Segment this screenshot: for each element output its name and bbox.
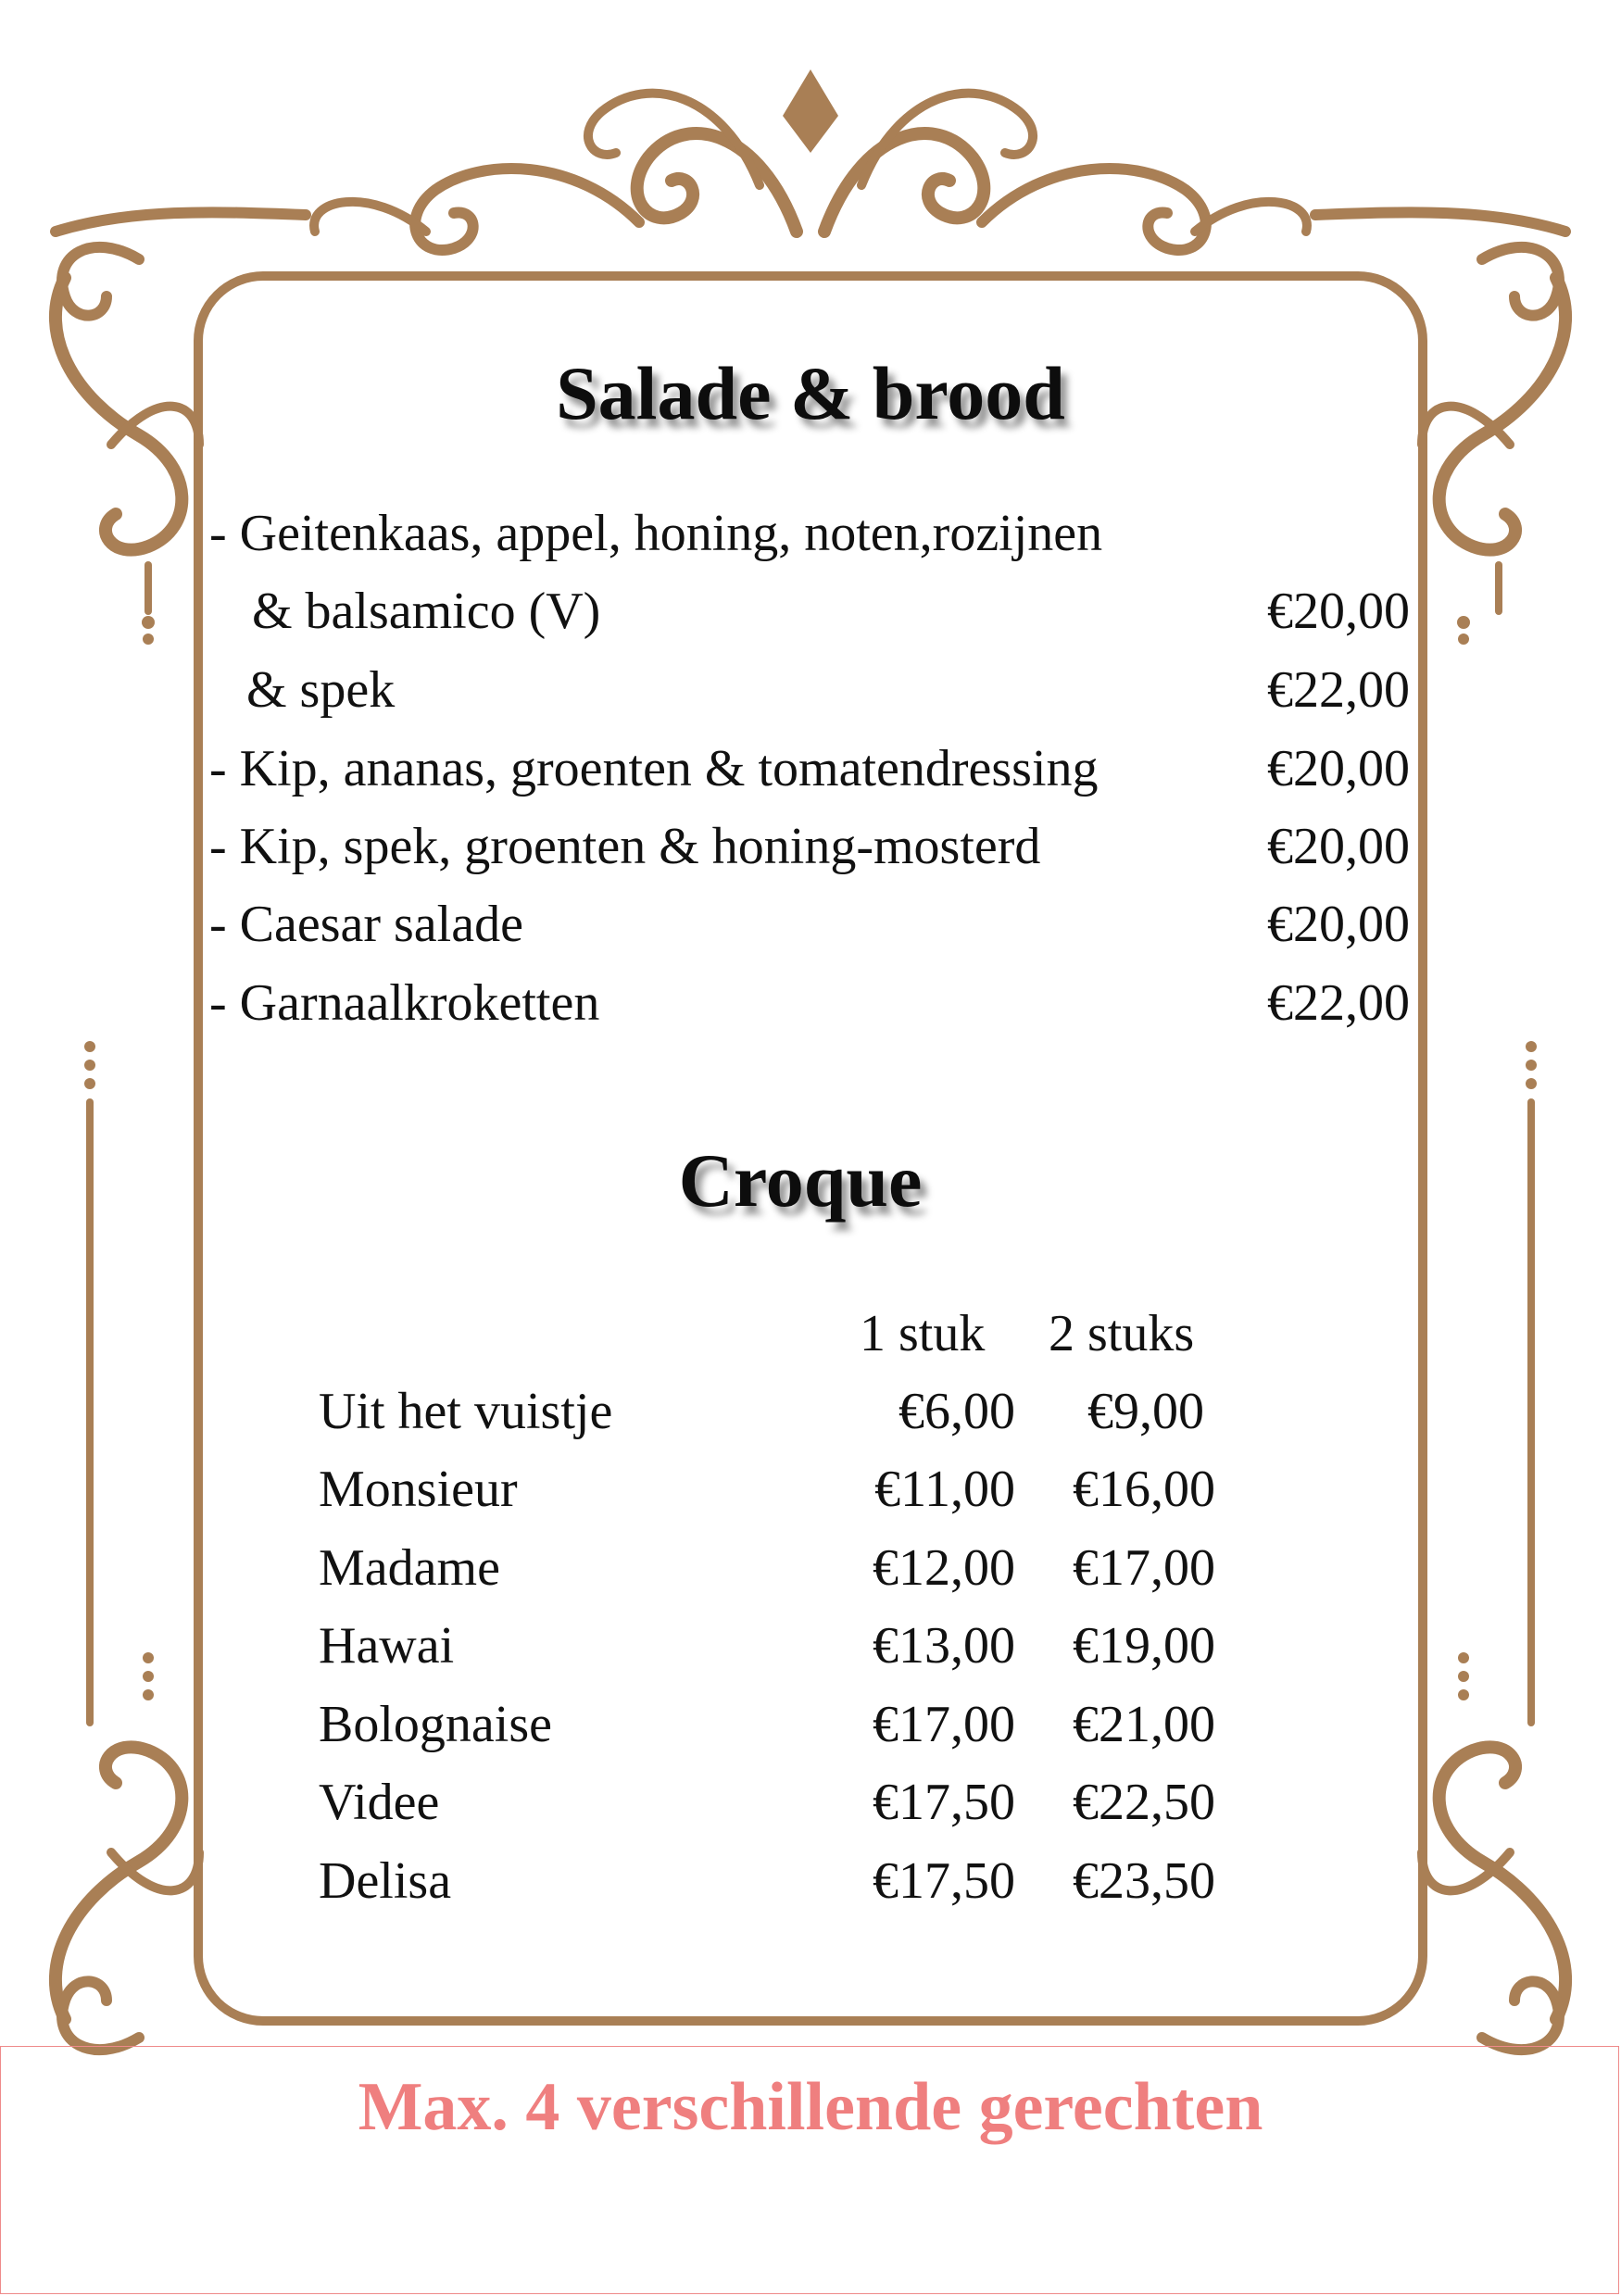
croque-price-one: €17,50	[873, 1774, 1015, 1831]
left-mid-dot-3	[84, 1078, 95, 1089]
left-dot-2	[143, 634, 154, 645]
croque-price-two: €19,00	[1073, 1617, 1215, 1675]
right-low-dot-2	[1458, 1671, 1469, 1682]
salade-heading: Salade & brood	[556, 351, 1065, 435]
croque-price-one: €12,00	[873, 1539, 1015, 1597]
right-bottom-curl	[1482, 1981, 1559, 2050]
croque-price-two: €16,00	[1073, 1461, 1215, 1518]
croque-item-name: Madame	[319, 1539, 500, 1597]
salade-item-price: €20,00	[1267, 740, 1410, 797]
top-crest-right-tail	[1195, 202, 1307, 232]
left-low-dot-1	[143, 1652, 154, 1663]
top-crest-diamond	[783, 69, 838, 153]
left-dot-1	[142, 616, 155, 629]
right-low-dot-1	[1458, 1652, 1469, 1663]
salade-item-name: & spek	[246, 661, 396, 719]
salade-item-price: €22,00	[1267, 661, 1410, 719]
salade-item-name: - Garnaalkroketten	[209, 974, 600, 1032]
salade-item-price: €22,00	[1267, 974, 1410, 1032]
croque-price-one: €6,00	[898, 1383, 1015, 1440]
croque-item-name: Delisa	[319, 1852, 452, 1910]
croque-item-name: Uit het vuistje	[319, 1383, 613, 1440]
left-mid-dot-2	[84, 1060, 95, 1071]
croque-column-header: 2 stuks	[1049, 1305, 1195, 1362]
left-low-dot-2	[143, 1671, 154, 1682]
top-crest-left-outer-scroll	[415, 169, 639, 250]
salade-item-name: - Geitenkaas, appel, honing, noten,rozijnen	[209, 505, 1103, 562]
croque-column-header: 1 stuk	[860, 1305, 986, 1362]
right-top-curl	[1482, 247, 1559, 316]
croque-item-name: Monsieur	[319, 1461, 518, 1518]
right-low-dot-3	[1458, 1689, 1469, 1700]
croque-price-one: €17,00	[873, 1696, 1015, 1753]
left-bottom-scroll	[56, 1747, 182, 2019]
left-low-dot-3	[143, 1689, 154, 1700]
croque-item-name: Bolognaise	[319, 1696, 552, 1753]
footer-note: Max. 4 verschillende gerechten	[358, 2069, 1263, 2145]
right-mid-dot-1	[1526, 1041, 1537, 1052]
top-left-swoosh	[56, 212, 306, 232]
right-dot-2	[1458, 634, 1469, 645]
salade-item-price: €20,00	[1267, 583, 1410, 640]
salade-item-name: - Kip, spek, groenten & honing-mosterd	[209, 818, 1041, 875]
salade-item-price: €20,00	[1267, 818, 1410, 875]
croque-heading: Croque	[678, 1138, 923, 1223]
croque-price-one: €17,50	[873, 1852, 1015, 1910]
left-bottom-curl	[62, 1981, 139, 2050]
left-top-curl	[62, 247, 139, 316]
top-crest-right-outer-scroll	[982, 169, 1206, 250]
right-dot-1	[1457, 616, 1470, 629]
salade-item-price: €20,00	[1267, 896, 1410, 953]
right-bottom-scroll	[1439, 1747, 1565, 2019]
croque-item-name: Hawai	[319, 1617, 455, 1675]
salade-item-name: & balsamico (V)	[252, 583, 601, 640]
top-crest-right-scroll	[824, 133, 984, 232]
croque-price-two: €22,50	[1073, 1774, 1215, 1831]
croque-price-two: €17,00	[1073, 1539, 1215, 1597]
top-right-swoosh	[1315, 212, 1565, 232]
salade-item-name: - Caesar salade	[209, 896, 523, 953]
croque-price-one: €13,00	[873, 1617, 1015, 1675]
top-crest-left-tail	[314, 202, 426, 232]
salade-item-name: - Kip, ananas, groenten & tomatendressing	[209, 740, 1099, 797]
croque-price-two: €23,50	[1073, 1852, 1215, 1910]
right-mid-dot-3	[1526, 1078, 1537, 1089]
right-mid-dot-2	[1526, 1060, 1537, 1071]
croque-item-name: Videe	[319, 1774, 440, 1831]
croque-price-one: €11,00	[874, 1461, 1015, 1518]
left-mid-dot-1	[84, 1041, 95, 1052]
croque-price-two: €9,00	[1087, 1383, 1204, 1440]
croque-price-two: €21,00	[1073, 1696, 1215, 1753]
top-crest-left-scroll	[637, 133, 797, 232]
